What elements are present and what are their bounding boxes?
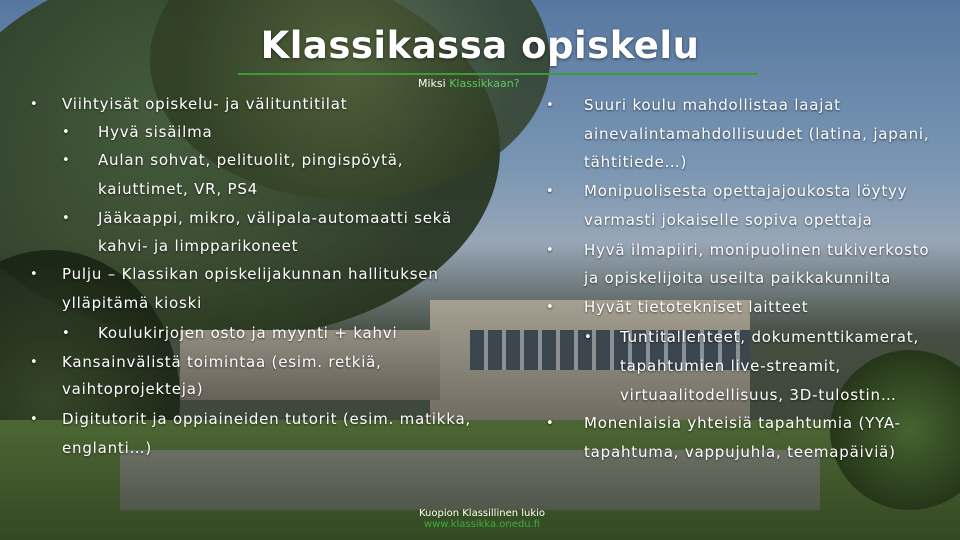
bullet-marker: • <box>62 326 71 341</box>
footer-url-link[interactable]: www.klassikka.onedu.fi <box>423 519 541 530</box>
bullet-text-line: Hyvä sisäilma <box>98 123 213 141</box>
bullet-text-line: Hyvät tietotekniset laitteet <box>584 298 809 316</box>
bullet-text-line: Kansainvälistä toimintaa (esim. retkiä, <box>62 353 382 371</box>
bullet-text-line: Monenlaisia yhteisiä tapahtumia (YYA- <box>584 414 901 432</box>
bullet-marker: • <box>546 184 555 199</box>
subtitle-prefix: Miksi <box>418 77 446 90</box>
bullet-text-line: Tuntitallenteet, dokumenttikamerat, <box>620 328 920 346</box>
bullet-text-line: Koulukirjojen osto ja myynti + kahvi <box>98 324 398 342</box>
bullet-marker: • <box>546 416 555 431</box>
footer <box>412 508 552 530</box>
bullet-text-line: kaiuttimet, VR, PS4 <box>98 180 259 198</box>
bullet-text-line: Suuri koulu mahdollistaa laajat <box>584 96 841 114</box>
bullet-text-line: tähtitiede…) <box>584 153 688 171</box>
bullet-marker: • <box>30 355 39 370</box>
bullet-text-line: Monipuolisesta opettajajoukosta löytyy <box>584 182 908 200</box>
bullet-text-line: Pulju – Klassikan opiskelijakunnan hallituksen <box>62 265 439 283</box>
bullet-marker: • <box>546 98 555 113</box>
bullet-marker: • <box>584 330 593 345</box>
bullet-text-line: tapahtuma, vappujuhla, teemapäiviä) <box>584 443 896 461</box>
bullet-text-line: Digitutorit ja oppiaineiden tutorit (esim. matikka, <box>62 410 472 428</box>
bullet-text-line: ja opiskelijoita useilta paikkakunnilta <box>584 269 892 287</box>
bullet-text-line: varmasti jokaiselle sopiva opettaja <box>584 211 873 229</box>
slide-subtitle <box>418 77 520 90</box>
bullet-marker: • <box>30 412 39 427</box>
bullet-marker: • <box>546 300 555 315</box>
slide-title: Klassikassa opiskelu <box>260 24 700 67</box>
bullet-text-line: ylläpitämä kioski <box>62 294 203 312</box>
bullet-text-line: Hyvä ilmapiiri, monipuolinen tukiverkosto <box>584 241 930 259</box>
bullet-text-line: virtuaalitodellisuus, 3D-tulostin… <box>620 386 897 404</box>
bullet-text-line: Viihtyisät opiskelu- ja välituntitilat <box>62 95 348 113</box>
bullet-text-line: tapahtumien live-streamit, <box>620 357 841 375</box>
bullet-marker: • <box>62 125 71 140</box>
bullet-marker: • <box>546 243 555 258</box>
bullet-text-line: Aulan sohvat, pelituolit, pingispöytä, <box>98 151 404 169</box>
bullet-marker: • <box>30 97 39 112</box>
bullet-text-line: Jääkaappi, mikro, välipala-automaatti sekä <box>98 209 452 227</box>
bullet-text-line: kahvi- ja limpparikoneet <box>98 237 299 255</box>
bullet-marker: • <box>62 211 71 226</box>
bullet-marker: • <box>62 153 71 168</box>
bullet-text-line: englanti…) <box>62 439 153 457</box>
title-container <box>0 24 960 67</box>
bullet-text-line: ainevalintamahdollisuudet (latina, japani, <box>584 125 930 143</box>
subtitle-highlight: Klassikkaan? <box>449 77 520 90</box>
bullet-marker: • <box>30 267 39 282</box>
footer-school-name: Kuopion Klassillinen lukio <box>418 508 546 519</box>
bullet-text-line: vaihtoprojekteja) <box>62 380 204 398</box>
title-underline <box>238 73 758 75</box>
